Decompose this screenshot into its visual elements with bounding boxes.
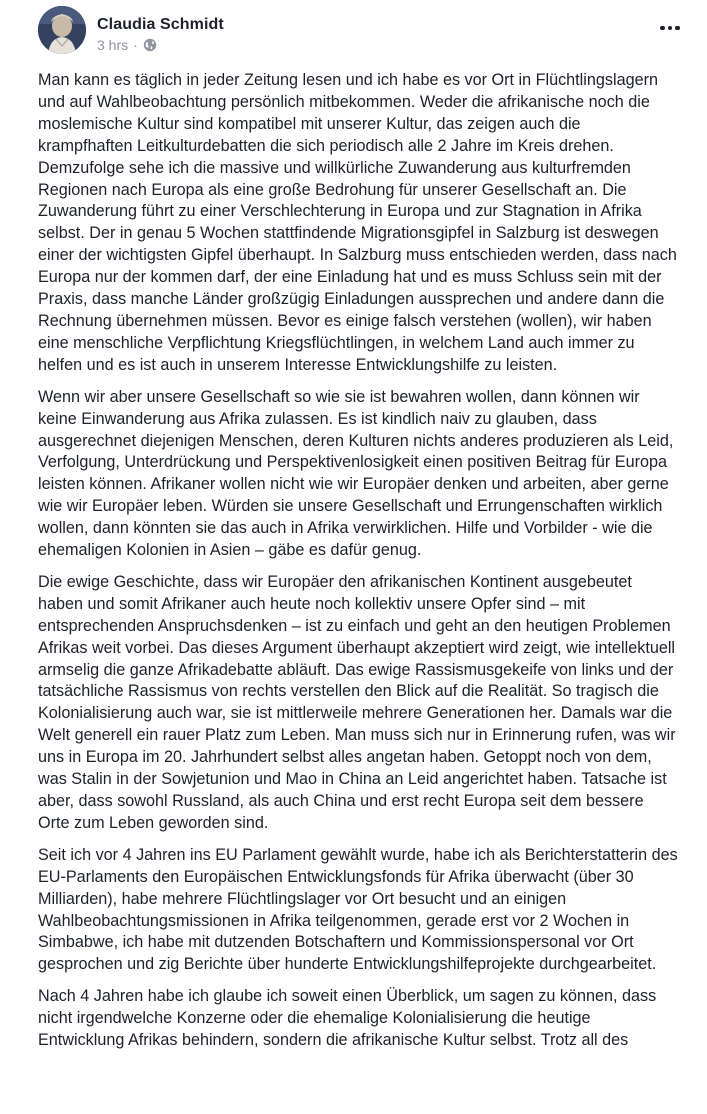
author-name[interactable]: Claudia Schmidt xyxy=(97,16,224,33)
avatar[interactable] xyxy=(38,6,86,54)
globe-icon[interactable] xyxy=(143,38,157,52)
post-paragraph: Man kann es täglich in jeder Zeitung lesen und ich habe es vor Ort in Flüchtlingslagern und auf Wahlbeobachtung persönlich mitbekommen. Weder die afrikanische noch die moslemische Kultur sind kompatibel mit unserer Kultur, das zeigen auch die krampfhaften Leitkulturdebatten die sich periodisch alle 2 Jahre im Kreis drehen. Demzufolge sehe ich die massive und willkürliche Zuwanderung aus kulturfremden Regionen nach Europa als eine große Bedrohung für unserer Gesellschaft an. Die Zuwanderung führt zu einer Verschlechterung in Europa und zur Stagnation in Afrika selbst. Der in genau 5 Wochen stattfindende Migrationsgipfel in Salzburg ist deswegen einer der wichtigsten Gipfel überhaupt. In Salzburg muss entschieden werden, dass nach Europa nur der kommen darf, der eine Einladung hat und es muss Schluss sein mit der Praxis, dass manche Länder großzügig Einladungen aussprechen und andere dann die Rechnung übernehmen müssen. Bevor es einige falsch verstehen (wollen), wir haben eine menschliche Verpflichtung Kriegsflüchtlingen, in welchem Land auch immer zu helfen und es ist auch in unserem Interesse Entwicklungshilfe zu leisten. xyxy=(38,71,677,374)
more-dot xyxy=(668,26,673,31)
post-meta xyxy=(97,37,157,53)
avatar-photo xyxy=(38,6,86,54)
post-paragraph: Wenn wir aber unsere Gesellschaft so wie sie ist bewahren wollen, dann können wir keine Einwanderung aus Afrika zulassen. Es ist kindlich naiv zu glauben, dass ausgerechnet diejenigen Menschen, deren Kulturen nichts anderes produzieren als Leid, Verfolgung, Unterdrückung und Perspektivenlosigkeit einen positiven Beitrag für Europa leisten können. Afrikaner wollen nicht wie wir Europäer denken und arbeiten, aber gerne wie wir Europäer leben. Würden sie unsere Gesellschaft und Errungenschaften wirklich wollen, dann könnten sie das auch in Afrika verwirklichen. Hilfe und Vorbilder - wie die ehemaligen Kolonien in Asien – gäbe es dafür genug. xyxy=(38,387,674,560)
more-dot xyxy=(675,26,680,31)
meta-separator: · xyxy=(133,37,138,53)
post-text xyxy=(38,70,678,1062)
post-paragraph: Nach 4 Jahren habe ich glaube ich soweit einen Überblick, um sagen zu können, dass nicht irgendwelche Konzerne oder die ehemalige Kolonialisierung die heutige Entwicklung Afrikas behindern, sondern die afrikanische Kultur selbst. Trotz all des xyxy=(38,987,657,1050)
more-horizontal-icon[interactable] xyxy=(656,20,684,36)
post-header xyxy=(38,6,688,60)
more-dot xyxy=(660,26,665,31)
post-timestamp[interactable]: 3 hrs xyxy=(97,37,129,53)
post-paragraph: Die ewige Geschichte, dass wir Europäer den afrikanischen Kontinent ausgebeutet haben und somit Afrikaner auch heute noch kollektiv unsere Opfer sind – mit entsprechenden Anspruchsdenken – ist zu einfach und geht an den heutigen Problemen Afrikas weit vorbei. Das dieses Argument überhaupt akzeptiert wird zeigt, wie intellektuell armselig die ganze Afrikadebatte abläuft. Das ewige Rassismusgekeife von links und der tatsächliche Rassismus von rechts verstellen den Blick auf die Realität. So tragisch die Kolonialisierung auch war, sie ist mittlerweile mehrere Generationen her. Damals war die Welt generell ein rauer Platz zum Leben. Man muss sich nur in Erinnerung rufen, was wir uns in Europa im 20. Jahrhundert selbst alles angetan haben. Getoppt noch von dem, was Stalin in der Sowjetunion und Mao in China an Leid angerichtet haben. Tatsache ist aber, dass sowohl Russland, als auch China und erst recht Europa seit dem bessere Orte zum Leben geworden sind. xyxy=(38,572,676,832)
post-paragraph: Seit ich vor 4 Jahren ins EU Parlament gewählt wurde, habe ich als Berichterstatterin des EU-Parlaments den Europäischen Entwicklungsfonds für Afrika überwacht (über 30 Milliarden), habe mehrere Flüchtlingslager vor Ort besucht und an einigen Wahlbeobachtungsmissionen in Afrika teilgenommen, gerade erst vor 2 Wochen in Simbabwe, ich habe mit dutzenden Botschaftern und Kommissionspersonal vor Ort gesprochen und zig Berichte über hunderte Entwicklungshilfeprojekte durchgearbeitet. xyxy=(38,845,678,974)
